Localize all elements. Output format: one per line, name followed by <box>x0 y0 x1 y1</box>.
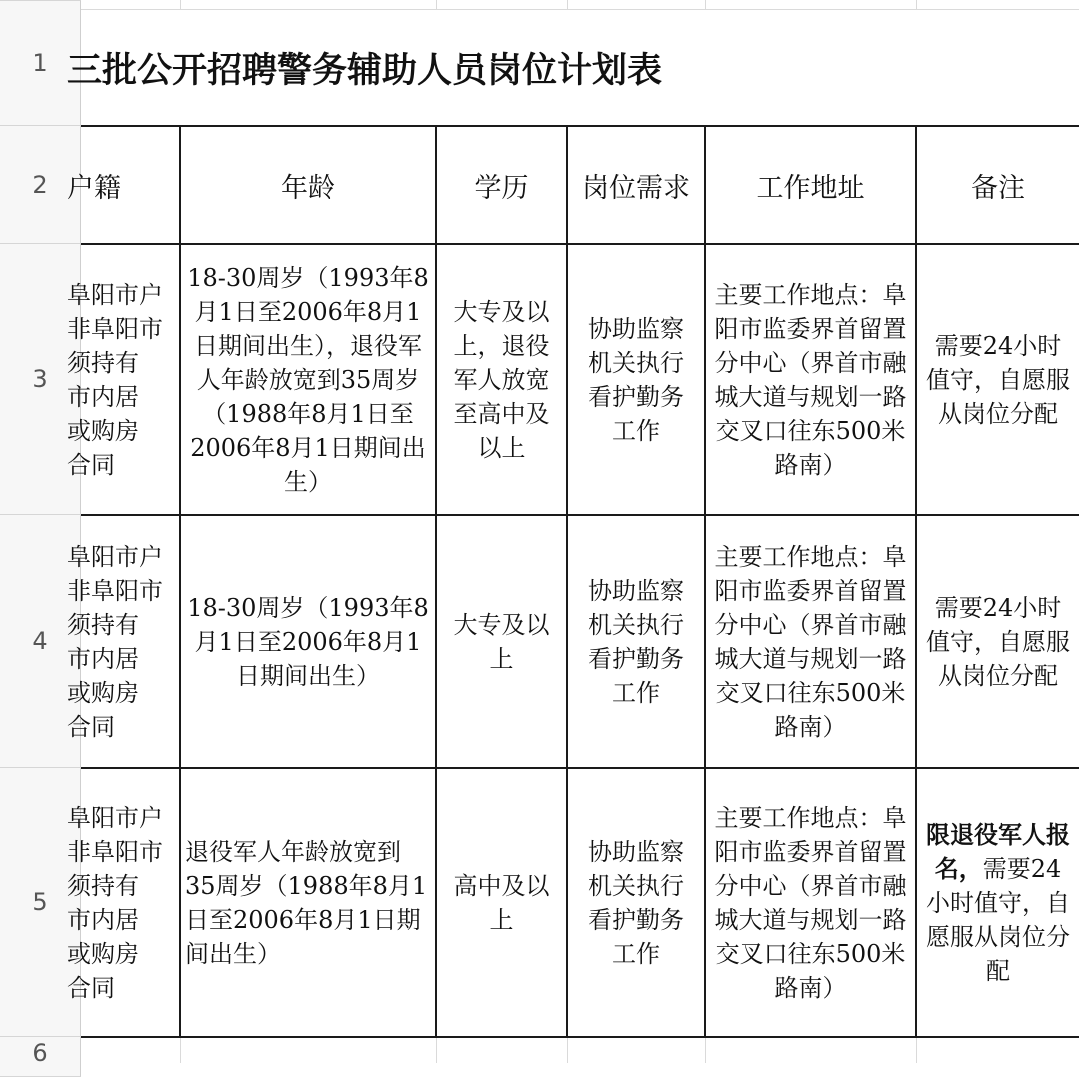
grid-line <box>916 1037 917 1063</box>
sheet-title[interactable] <box>67 10 1079 126</box>
address-text: 主要工作地点：阜阳市监委界首留置分中心（界首市融城大道与规划一路交叉口往东500米路南） <box>714 542 907 741</box>
hukou-line: 非阜阳市 <box>67 314 163 343</box>
cell-requirement[interactable] <box>568 516 704 767</box>
remarks-text: 需要24小时值守，自愿服从岗位分配 <box>926 854 1070 985</box>
header-remarks-label: 备注 <box>971 172 1025 204</box>
header-age[interactable] <box>181 127 435 243</box>
cell-hukou[interactable] <box>67 769 179 1036</box>
cell-hukou[interactable] <box>67 245 179 514</box>
hukou-line: 阜阳市户 <box>67 280 163 309</box>
cell-age[interactable] <box>181 769 435 1036</box>
hukou-line: 或购房 <box>67 416 139 445</box>
header-address-label: 工作地址 <box>756 172 865 204</box>
hukou-line: 或购房 <box>67 939 139 968</box>
cell-requirement[interactable] <box>568 245 704 514</box>
hukou-line: 非阜阳市 <box>67 837 163 866</box>
age-text: 退役军人年龄放宽到35周岁（1988年8月1日至2006年8月1日期间出生） <box>185 837 428 968</box>
cell-address[interactable] <box>706 769 915 1036</box>
header-hukou-label: 户籍 <box>67 172 121 204</box>
hukou-line: 须持有 <box>67 348 139 377</box>
age-text: 18-30周岁（1993年8月1日至2006年8月1日期间出生），退役军人年龄放宽到35周岁（1988年8月1日至2006年8月1日期间出生） <box>187 263 429 496</box>
row-header-3[interactable]: 3 <box>0 244 81 515</box>
hukou-line: 须持有 <box>67 610 139 639</box>
cell-remarks[interactable] <box>917 245 1079 514</box>
table-border <box>81 1036 1079 1038</box>
cell-education[interactable] <box>437 516 566 767</box>
cell-address[interactable] <box>706 516 915 767</box>
cell-age[interactable] <box>181 516 435 767</box>
cell-remarks[interactable] <box>917 769 1079 1036</box>
header-education-label: 学历 <box>474 172 529 204</box>
cell-age[interactable] <box>181 245 435 514</box>
hukou-line: 阜阳市户 <box>67 803 163 832</box>
cell-education[interactable] <box>437 245 566 514</box>
grid-line <box>567 1037 568 1063</box>
address-text: 主要工作地点：阜阳市监委界首留置分中心（界首市融城大道与规划一路交叉口往东500米路南） <box>714 280 907 479</box>
education-text: 大专及以上，退役军人放宽至高中及以上 <box>453 297 550 462</box>
title-text: 三批公开招聘警务辅助人员岗位计划表 <box>67 51 663 91</box>
remarks-bold-text: 限退役军人报名， <box>926 819 1070 883</box>
row-header-4[interactable]: 4 <box>0 515 81 768</box>
remarks-text: 需要24小时值守，自愿服从岗位分配 <box>926 593 1070 690</box>
cell-remarks[interactable] <box>917 516 1079 767</box>
header-remarks[interactable] <box>917 127 1079 243</box>
hukou-line: 合同 <box>67 712 115 741</box>
header-education[interactable] <box>437 127 566 243</box>
row-header-6[interactable]: 6 <box>0 1037 81 1077</box>
hukou-line: 阜阳市户 <box>67 542 163 571</box>
grid-line <box>180 1037 181 1063</box>
requirement-text: 协助监察机关执行看护勤务工作 <box>588 837 684 968</box>
hukou-line: 或购房 <box>67 678 139 707</box>
education-text: 高中及以上 <box>453 871 550 934</box>
requirement-text: 协助监察机关执行看护勤务工作 <box>588 576 684 707</box>
hukou-line: 非阜阳市 <box>67 576 163 605</box>
cell-requirement[interactable] <box>568 769 704 1036</box>
age-text: 18-30周岁（1993年8月1日至2006年8月1日期间出生） <box>187 593 429 690</box>
grid-line <box>705 1037 706 1063</box>
row-header-5[interactable]: 5 <box>0 768 81 1037</box>
requirement-text: 协助监察机关执行看护勤务工作 <box>588 314 684 445</box>
hukou-line: 须持有 <box>67 871 139 900</box>
header-address[interactable] <box>706 127 915 243</box>
hukou-line: 市内居 <box>67 644 139 673</box>
hukou-line: 市内居 <box>67 905 139 934</box>
hukou-line: 市内居 <box>67 382 139 411</box>
grid-line <box>436 1037 437 1063</box>
row-header-2[interactable]: 2 <box>0 126 81 244</box>
header-hukou[interactable] <box>67 127 179 243</box>
header-requirement-label: 岗位需求 <box>582 172 690 204</box>
hukou-line: 合同 <box>67 450 115 479</box>
remarks-text: 需要24小时值守，自愿服从岗位分配 <box>926 331 1070 428</box>
row-header-1[interactable]: 1 <box>0 0 81 126</box>
cell-address[interactable] <box>706 245 915 514</box>
hukou-line: 合同 <box>67 973 115 1002</box>
education-text: 大专及以上 <box>453 610 550 673</box>
cell-education[interactable] <box>437 769 566 1036</box>
cell-hukou[interactable] <box>67 516 179 767</box>
header-age-label: 年龄 <box>281 172 335 204</box>
header-requirement[interactable] <box>568 127 704 243</box>
address-text: 主要工作地点：阜阳市监委界首留置分中心（界首市融城大道与规划一路交叉口往东500米路南） <box>714 803 907 1002</box>
